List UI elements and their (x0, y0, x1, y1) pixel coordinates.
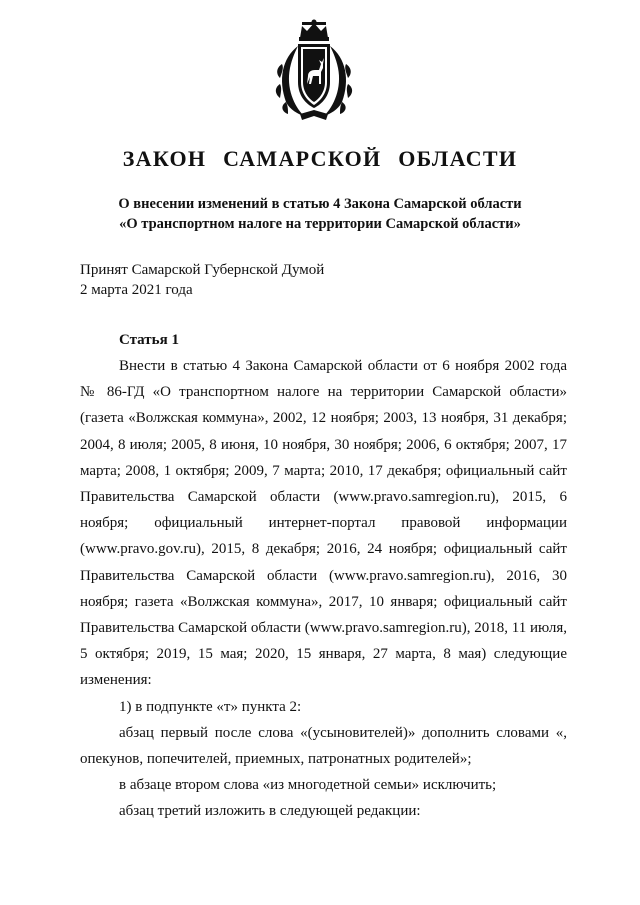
law-title: ЗАКОН САМАРСКОЙ ОБЛАСТИ (122, 146, 518, 171)
article-paragraph: Внести в статью 4 Закона Самарской области от 6 ноября 2002 года № 86-ГД «О транспортном налоге на территории Самарской области» (газета «Волжская коммуна», 2002, 12 ноября; 2003, 13 ноября, 31 декабря; 2004, 8 июля; 2005, 8 июня, 10 ноября, 30 ноября; 2006, 6 октября; 2007, 17 марта; 2008, 1 октября; 2009, 7 марта; 2010, 17 декабря; официальный сайт Правительства Самарской области (www.pravo.samregion.ru), 2015, 6 ноября; официальный интернет-портал правовой информации (www.pravo.gov.ru), 2015, 8 декабря; 2016, 24 ноября; официальный сайт Правительства Самарской области (www.pravo.samregion.ru), 2016, 30 ноября; газета «Волжская коммуна», 2017, 10 января; официальный сайт Правительства Самарской области (www.pravo.samregion.ru), 2018, 11 июля, 5 октября; 2019, 15 мая; 2020, 15 января, 27 марта, 8 мая) следующие изменения: (80, 358, 567, 689)
article-paragraph: в абзаце втором слова «из многодетной семьи» исключить; (119, 777, 497, 794)
article-paragraph: абзац первый после слова «(усыновителей)» дополнить словами «, опекунов, попечителей, приемных, патронатных родителей»; (80, 724, 567, 768)
article-body (80, 353, 567, 825)
article-paragraph: абзац третий изложить в следующей редакции: (119, 803, 421, 820)
coat-of-arms-icon (272, 18, 356, 122)
adoption-authority: Принят Самарской Губернской Думой (80, 262, 325, 278)
law-subtitle-line-1: О внесении изменений в статью 4 Закона Самарской области (118, 196, 522, 212)
adoption-date: 2 марта 2021 года (80, 282, 193, 298)
law-subtitle-line-2: «О транспортном налоге на территории Самарской области» (119, 216, 521, 232)
article-paragraph: 1) в подпункте «т» пункта 2: (119, 698, 302, 715)
article-heading: Статья 1 (119, 332, 179, 348)
